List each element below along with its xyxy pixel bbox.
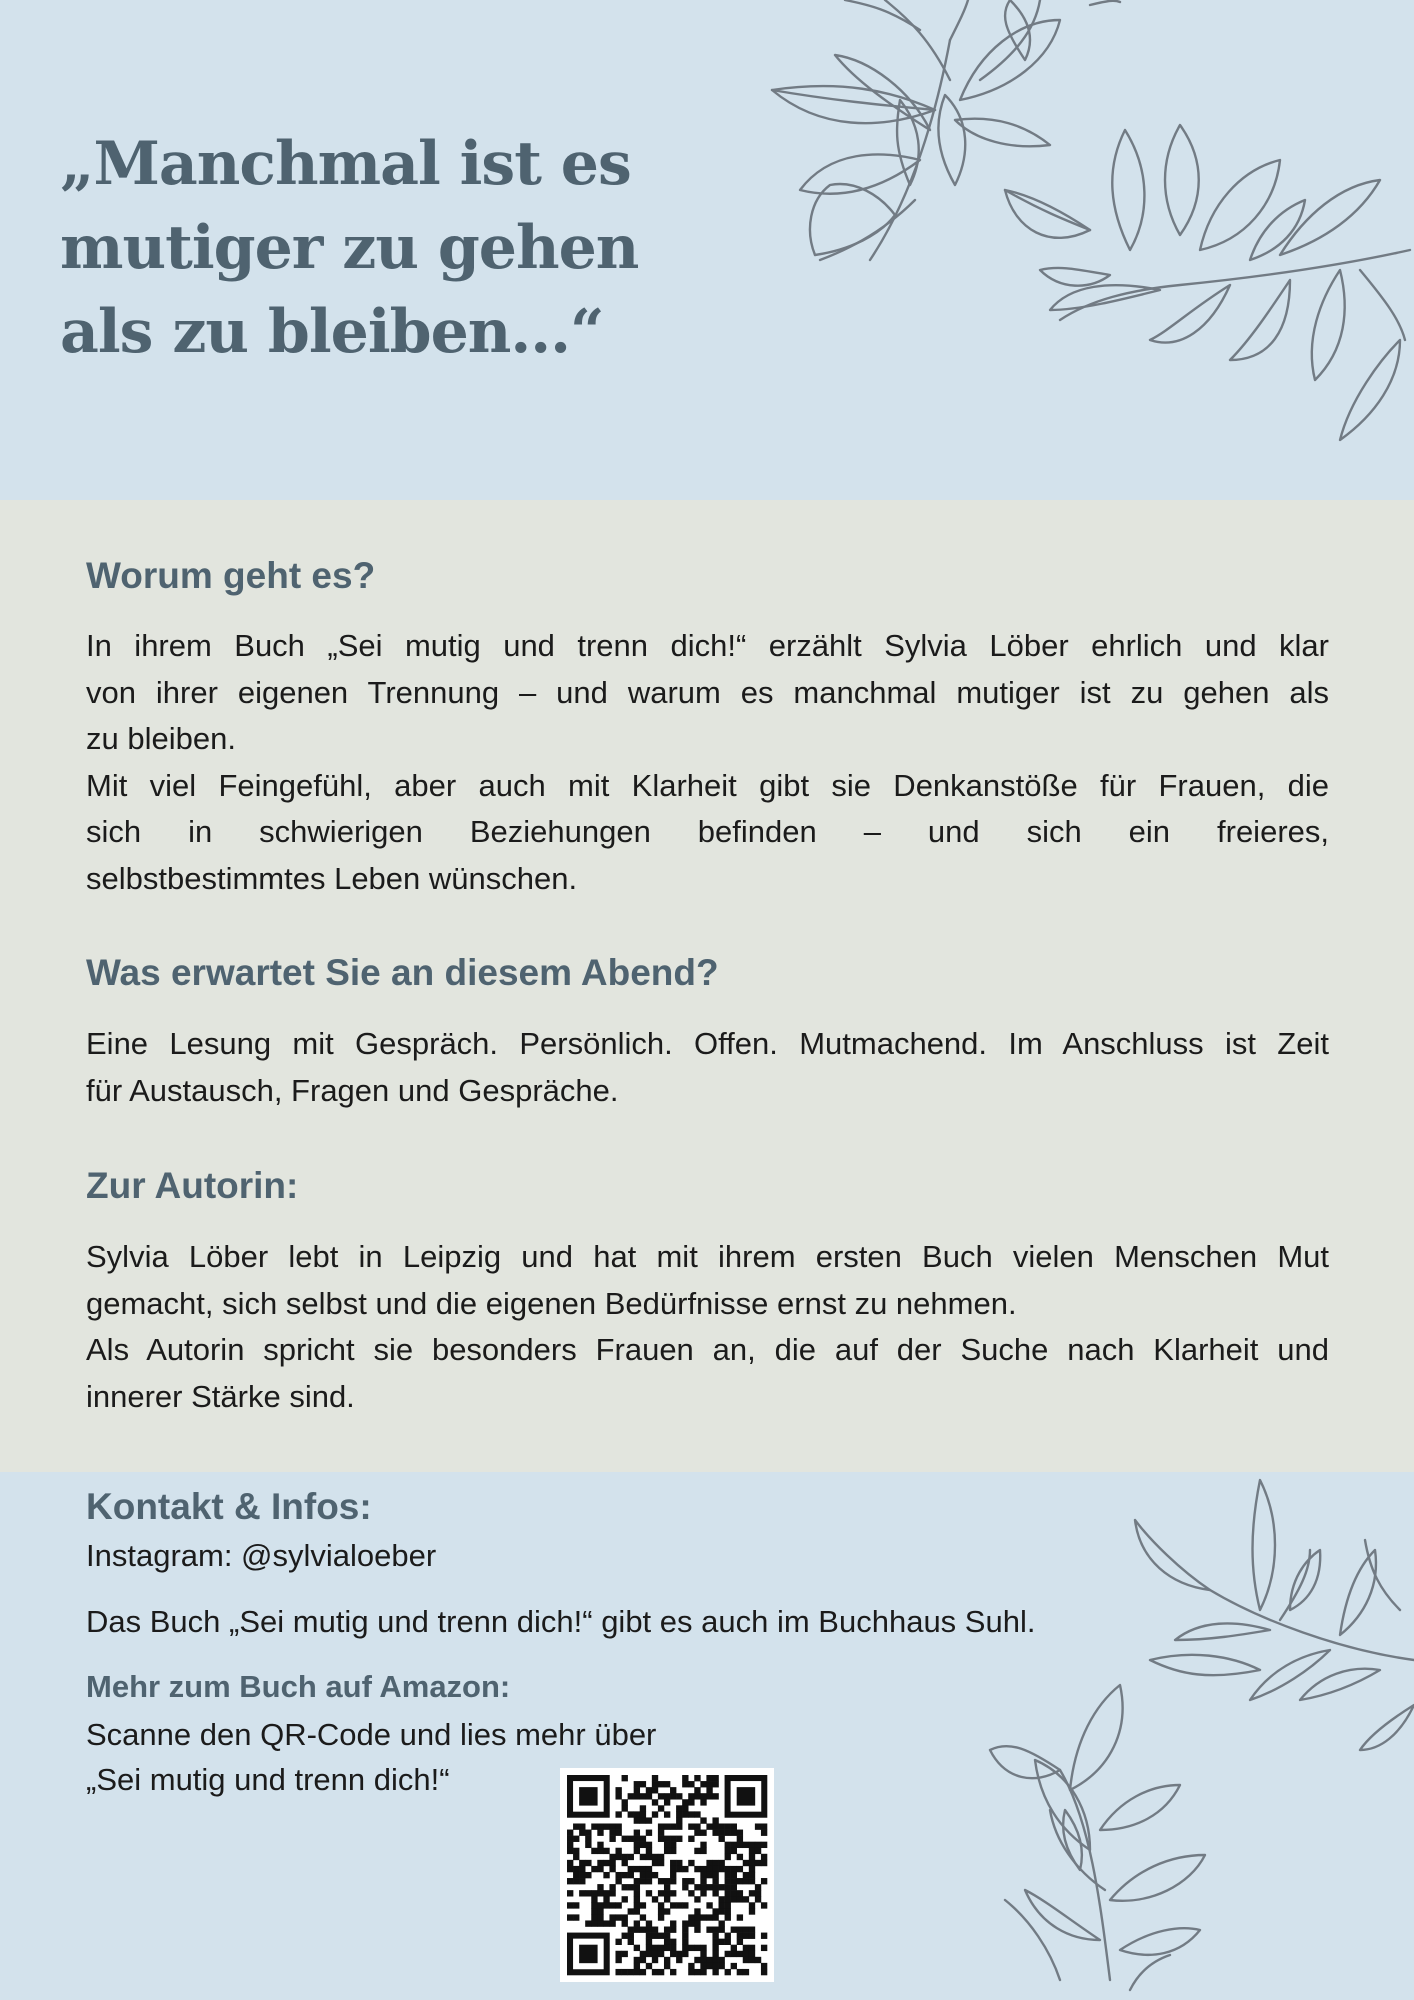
quote-line: als zu bleiben...“ (60, 297, 604, 367)
text-line: Eine Lesung mit Gespräch. Persönlich. Offen. Mutmachend. Im Anschluss ist Zeit (86, 1026, 1329, 1061)
leaf-branch-icon (760, 0, 1414, 450)
text-line: sich in schwierigen Beziehungen befinden – und sich ein freieres, (86, 814, 1329, 849)
section-body-author (86, 1234, 1329, 1420)
text-line: für Austausch, Fragen und Gespräche. (86, 1072, 619, 1108)
contact-heading: Kontakt & Infos: (86, 1486, 372, 1527)
text-line: gemacht, sich selbst und die eigenen Bedürfnisse ernst zu nehmen. (86, 1285, 1017, 1321)
quote-line: mutiger zu gehen (60, 213, 639, 283)
bookstore-note: Das Buch „Sei mutig und trenn dich!“ gibt es auch im Buchhaus Suhl. (86, 1604, 1036, 1639)
book-title-note: „Sei mutig und trenn dich!“ (86, 1762, 450, 1797)
scan-instruction: Scanne den QR-Code und lies mehr über (86, 1717, 657, 1752)
amazon-heading: Mehr zum Buch auf Amazon: (86, 1669, 511, 1704)
section-heading-author: Zur Autorin: (86, 1165, 299, 1206)
instagram-handle[interactable]: Instagram: @sylvialoeber (86, 1538, 437, 1573)
quote-line: „Manchmal ist es (60, 129, 631, 199)
qr-code-graphic (560, 1768, 774, 1982)
quote-title (60, 122, 639, 374)
text-line: zu bleiben. (86, 721, 236, 756)
text-line: In ihrem Buch „Sei mutig und trenn dich!“ erzählt Sylvia Löber ehrlich und klar (86, 628, 1329, 663)
text-line: innerer Stärke sind. (86, 1378, 355, 1414)
text-line: Sylvia Löber lebt in Leipzig und hat mit ihrem ersten Buch vielen Menschen Mut (86, 1239, 1329, 1274)
section-heading-topic: Worum geht es? (86, 555, 376, 596)
leaf-branch-icon (960, 1470, 1414, 2000)
text-line: von ihrer eigenen Trennung – und warum es manchmal mutiger ist zu gehen als (86, 674, 1329, 710)
text-line: Als Autorin spricht sie besonders Frauen an, die auf der Suche nach Klarheit und (86, 1332, 1329, 1367)
section-body-evening (86, 1021, 1329, 1114)
text-line: selbstbestimmtes Leben wünschen. (86, 860, 578, 896)
section-body-topic (86, 623, 1329, 902)
section-heading-evening: Was erwartet Sie an diesem Abend? (86, 952, 719, 993)
text-line: Mit viel Feingefühl, aber auch mit Klarheit gibt sie Denkanstöße für Frauen, die (86, 767, 1329, 803)
qr-code-icon[interactable] (560, 1768, 774, 1982)
